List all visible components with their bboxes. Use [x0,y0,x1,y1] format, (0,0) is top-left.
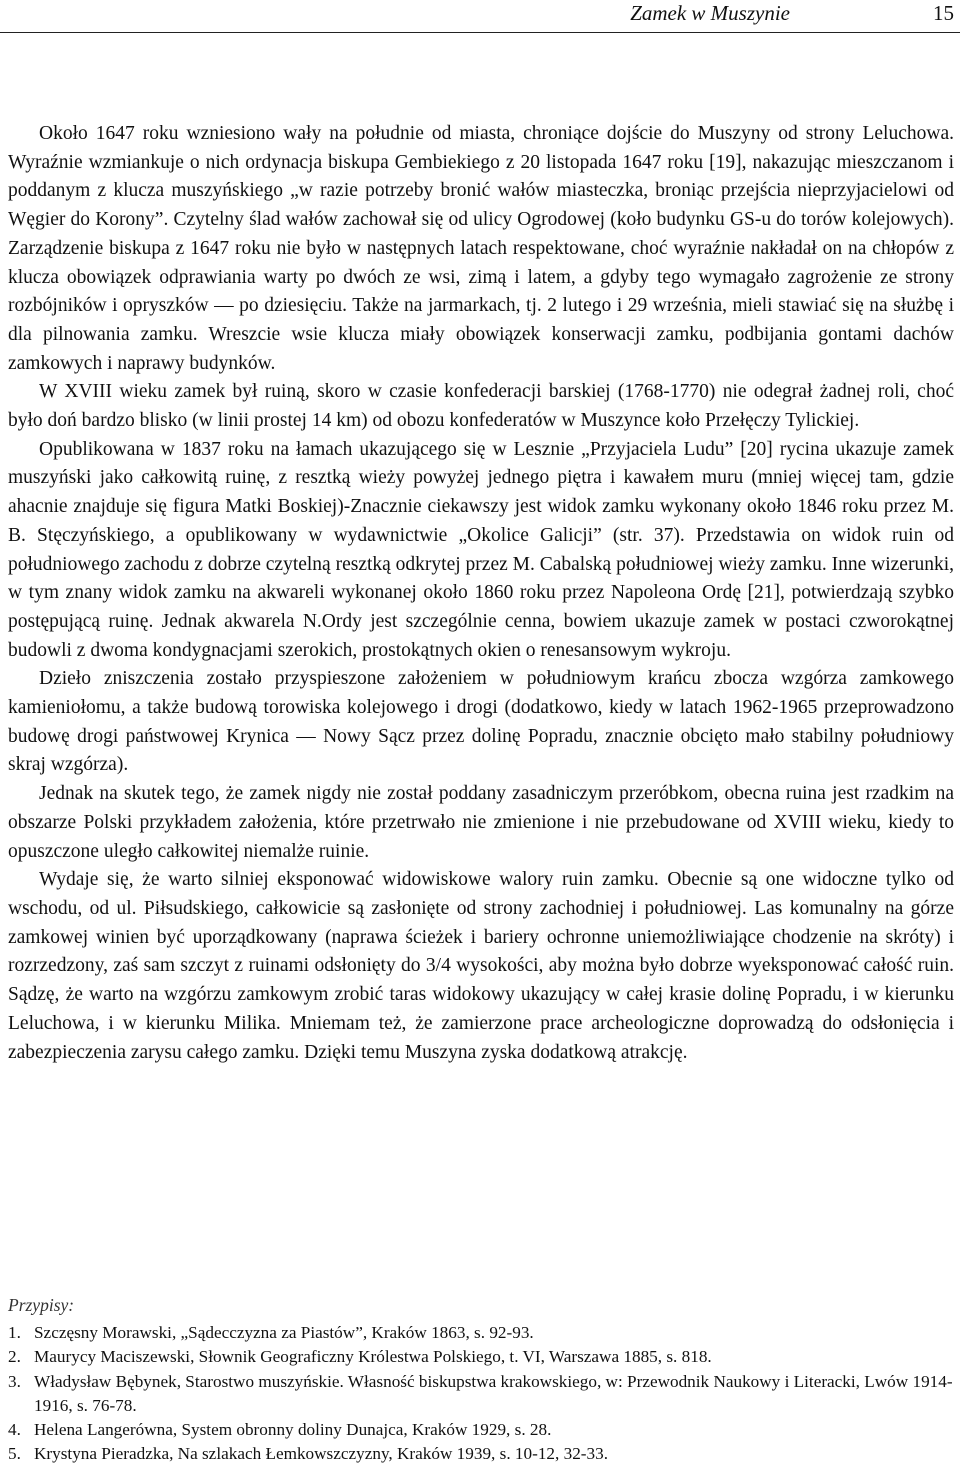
footnotes-heading: Przypisy: [8,1295,75,1315]
footnote-item [8,1370,954,1418]
footnote-text: Helena Langerówna, System obronny doliny Dunajca, Kraków 1929, s. 28. [34,1420,552,1440]
paragraph: Około 1647 roku wzniesiono wały na południe od miasta, chroniące dojście do Muszyny od strony Leluchowa. Wyraźnie wzmiankuje o nich ordynacja biskupa Gembiekiego z 20 listopada 1647 roku [19], nakazując mieszczanom i poddanym z klucza muszyńskiego „w razie potrzeby bronić wałów miasteczka, broniąc przejścia nieprzyjacielowi od Węgier do Korony”. Czytelny ślad wałów zachował się od ulicy Ogrodowej (koło budynku GS-u do torów kolejowych). Zarządzenie biskupa z 1647 roku nie było w następnych latach respektowane, choć wyraźnie nakładał on na chłopów z klucza obowiązek odprawiania warty po dwóch ze wsi, zimą i latem, a gdyby tego wymagało zagrożenie ze strony rozbójników i opryszków — po dziesięciu. Także na jarmarkach, tj. 2 lutego i 29 września, mieli stawiać się na służbę i dla pilnowania zamku. Wreszcie wsie klucza miały obowiązek konserwacji zamku, podbijania gontami dachów zamkowych i naprawy budynków. [8,123,954,374]
footnote-item [8,1418,954,1442]
footnote-list [8,1321,954,1466]
body-text [8,120,954,1067]
page-number: 15 [933,1,954,25]
footnote-text: Maurycy Maciszewski, Słownik Geograficzny Królestwa Polskiego, t. VI, Warszawa 1885, s. 818. [34,1347,712,1367]
paragraph: W XVIII wieku zamek był ruiną, skoro w czasie konfederacji barskiej (1768-1770) nie odegrał żadnej roli, choć było doń bardzo blisko (w linii prostej 14 km) od obozu konfederatów w Muszynce koło Przełęczy Tylickiej. [8,381,954,432]
paragraph: Jednak na skutek tego, że zamek nigdy nie został poddany zasadniczym przeróbkom, obecna ruina jest rzadkim na obszarze Polski przykładem założenia, które przetrwało nie zmienione i nie przebudowane od XVIII wieku, kiedy to opuszczone uległo całkowitej niemalże ruinie. [8,783,954,862]
footnote-text: Władysław Bębynek, Starostwo muszyńskie. Własność biskupstwa krakowskiego, w: Przewodnik Naukowy i Literacki, Lwów 1914-1916, s. 76-78. [34,1371,953,1415]
running-title: Zamek w Muszynie [630,1,790,25]
footnotes-section [8,1293,954,1466]
running-header [0,0,960,33]
footnote-text: Szczęsny Morawski, „Sądecczyzna za Piastów”, Kraków 1863, s. 92-93. [34,1323,534,1343]
footnote-item [8,1442,954,1466]
footnote-item [8,1345,954,1369]
footnote-number: 2. [8,1347,21,1367]
paragraph: Dzieło zniszczenia zostało przyspieszone założeniem w południowym krańcu zbocza wzgórza zamkowego kamieniołomu, a także budową torowiska kolejowego i drogi (dodatkowo, kiedy w latach 1962-1965 przeprowadzono budowę drogi państwowej Krynica — Nowy Sącz przez dolinę Popradu, znacznie obcięto mało stabilny południowy skraj wzgórza). [8,668,954,776]
footnote-number: 1. [8,1323,21,1343]
footnote-number: 5. [8,1444,21,1464]
paragraph: Opublikowana w 1837 roku na łamach ukazującego się w Lesznie „Przyjaciela Ludu” [20] rycina ukazuje zamek muszyński jako całkowitą ruinę, z resztką wieży powyżej jednego piętra i kawałem muru (mniej więcej tam, gdzie ahacnie znajduje się figura Matki Boskiej)-Znacznie ciekawszy jest widok zamku wykonany około 1846 roku przez M. B. Stęczyńskiego, a opublikowany w wydawnictwie „Okolice Galicji” (str. 37). Przedstawia on widok ruin od południowego zachodu z dobrze czytelną resztką odkrytej przez M. Cabalską południowej wieży zamku. Inne wizerunki, w tym znany widok zamku na akwareli wykonanej około 1860 roku przez Napoleona Ordę [21], potwierdzają szybko postępującą ruinę. Jednak akwarela N.Ordy jest szczególnie cenna, bowiem ukazuje zamek w postaci czworokątnej budowli z dwoma kondygnacjami szerokich, prostokątnych okien o renesansowym wykroju. [8,438,954,661]
footnote-number: 3. [8,1371,21,1391]
footnote-text: Krystyna Pieradzka, Na szlakach Łemkowszczyzny, Kraków 1939, s. 10-12, 32-33. [34,1444,609,1464]
footnote-number: 4. [8,1420,21,1440]
footnote-item [8,1321,954,1345]
paragraph: Wydaje się, że warto silniej eksponować widowiskowe walory ruin zamku. Obecnie są one widoczne tylko od wschodu, od ul. Piłsudskiego, całkowicie są zasłonięte od strony zachodniej i południowej. Las komunalny na górze zamkowej winien być uporządkowany (naprawa ścieżek i bariery ochronne uniemożliwiające chodzenie na skróty) i rozrzedzony, zaś sam szczyt z ruinami odsłonięty do 3/4 wysokości, aby można było dobrze wyeksponować całość ruin. Sądzę, że warto na wzgórzu zamkowym zrobić taras widokowy ukazujący w całej krasie dolinę Popradu, i w kierunku Leluchowa, i w kierunku Milika. Mniemam też, że zamierzone prace archeologiczne doprowadzą do odsłonięcia i zabezpieczenia zarysu całego zamku. Dzięki temu Muszyna zyska dodatkową atrakcję. [8,869,954,1063]
